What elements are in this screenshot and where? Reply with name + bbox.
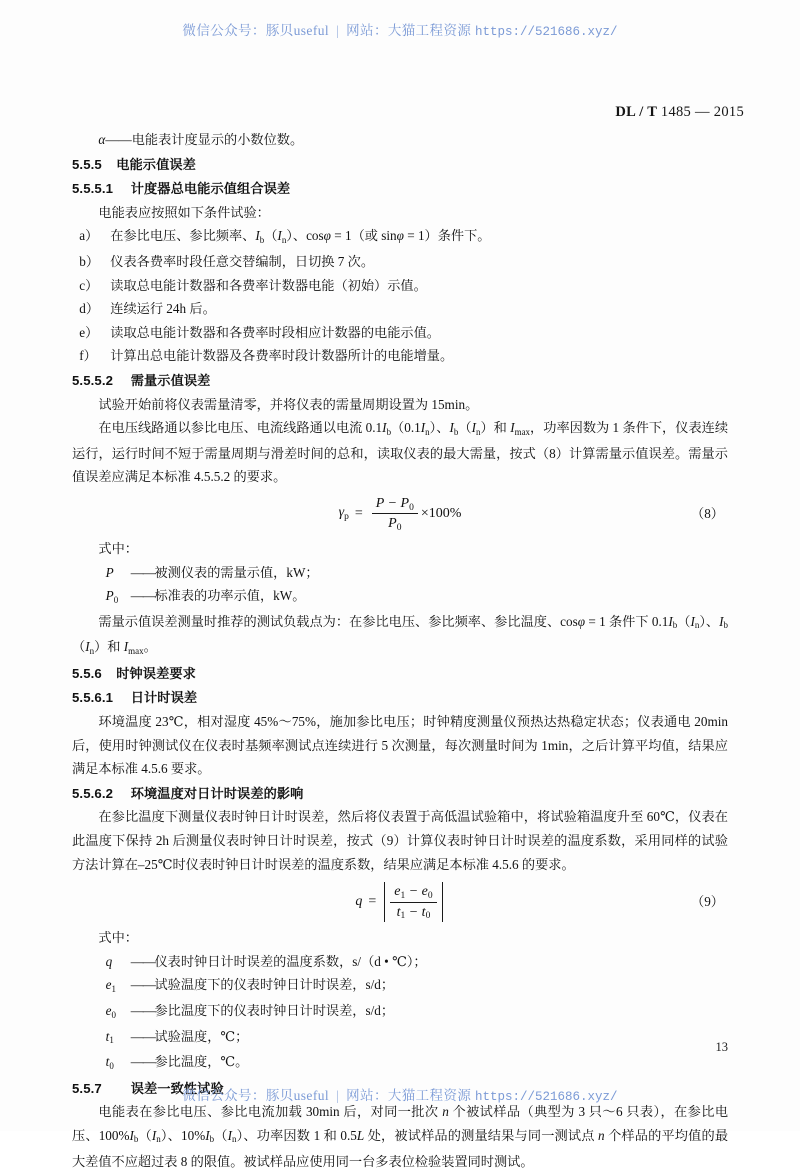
- def-symbol-e0: [106, 999, 131, 1025]
- where-label-8: 式中：: [98, 540, 138, 556]
- item-a-sub2: n: [281, 234, 287, 245]
- list-item-label-d: d）: [79, 301, 100, 317]
- item-a-phi1: φ: [323, 228, 331, 244]
- c557-part3: （: [138, 1127, 152, 1143]
- c557-n1: n: [442, 1104, 449, 1120]
- list-item: [72, 274, 728, 298]
- clause-5-5-5-number: 5.5.5: [72, 156, 102, 172]
- def-symbol-q: [106, 950, 131, 974]
- formula-8-lhs-sub: p: [344, 511, 349, 522]
- p2-sub-max1: max: [514, 426, 531, 437]
- symbol-In-3: [690, 614, 699, 629]
- clause-5-5-6-2-para: 在参比温度下测量仪表时钟日计时误差，然后将仪表置于高低温试验箱中，将试验箱温度升至 60℃，仪表在此温度下保持 2h 后测量仪表时钟日计时误差，按式（9）计算仪表时钟日计时误差的温度系数，采用同样的试验方法计算在–25℃时仪表时钟日计时误差的温度系数，结果应满足本标准 4.5.6 的要求。: [72, 809, 728, 872]
- standard-prefix: DL / T: [615, 104, 657, 120]
- watermark-bottom-site-value: 大猫工程资源: [387, 1088, 472, 1103]
- c557-part5: （: [214, 1127, 228, 1143]
- def-P0-sub: 0: [113, 594, 119, 605]
- p2-I1: I: [382, 420, 387, 436]
- list-item-text-f: 计算出总电能计数器及各费率时段计数器所计的电能增量。: [110, 348, 454, 364]
- def-dash-P: ——: [130, 564, 155, 580]
- p3-part1: 需量示值误差测量时推荐的测试负载点为：在参比电压、参比频率、参比温度、cos: [98, 613, 578, 629]
- formula-8-denominator: [384, 514, 405, 533]
- formula-9-number: （9）: [691, 894, 724, 910]
- def-desc-t1: 试验温度，℃；: [154, 1028, 249, 1044]
- list-item: [72, 250, 728, 274]
- item-a-mid1: （: [264, 228, 278, 244]
- list-item-text-a: [110, 224, 728, 250]
- def-dash-e1: ——: [130, 977, 155, 993]
- def-e0-sym: e: [105, 1003, 112, 1018]
- p2-sub-b1: b: [386, 426, 392, 437]
- formula-9-fraction: [390, 883, 436, 921]
- formula-8-tail: ×100%: [420, 506, 462, 522]
- c557-sub-n2: n: [232, 1134, 237, 1145]
- definitions-8: [72, 561, 728, 610]
- c557-part1: 电能表在参比电压、参比电流加载 30min 后，对同一批次: [98, 1104, 443, 1120]
- clause-5-5-5-2-title: 需量示值误差: [130, 372, 211, 388]
- alpha-symbol: α: [98, 132, 106, 147]
- formula-9-t1-sub: 1: [400, 911, 406, 922]
- watermark-separator: |: [336, 23, 340, 38]
- clause-5-5-6-title: 时钟误差要求: [116, 665, 196, 681]
- running-header: [615, 104, 744, 121]
- list-item: [72, 297, 728, 321]
- clause-5-5-5-2-para1: 试验开始前将仪表需量清零，并将仪表的需量周期设置为 15min。: [98, 396, 479, 412]
- definition-row: [106, 950, 728, 974]
- p2-I3: I: [449, 420, 454, 436]
- p2-part2: （0.1: [391, 420, 421, 436]
- clause-5-5-6-2: [72, 782, 728, 806]
- document-body: [72, 128, 728, 1173]
- watermark-bottom-wechat-label: 微信公众号：: [182, 1088, 266, 1103]
- clause-5-5-5-2: [72, 369, 728, 393]
- p3-sub-b1: b: [672, 620, 678, 631]
- alpha-dash: ——: [105, 132, 132, 147]
- p2-I5: I: [510, 420, 515, 436]
- formula-9-t0-sub: 0: [425, 911, 431, 922]
- def-dash-P0: ——: [130, 588, 155, 604]
- p3-sub-max: max: [128, 645, 144, 656]
- formula-8-gamma: γ: [338, 505, 345, 521]
- def-P0-sym: P: [105, 588, 114, 604]
- clause-5-5-7-title: 误差一致性试验: [130, 1080, 224, 1096]
- formula-8-num-text: P − P: [375, 495, 410, 511]
- definition-row: [106, 1025, 728, 1051]
- list-item-text-d: 连续运行 24h 后。: [110, 301, 216, 317]
- c557-n2: n: [598, 1127, 605, 1143]
- clause-5-5-5: [72, 153, 728, 177]
- list-item: [72, 224, 728, 250]
- p2-I2: I: [420, 420, 426, 436]
- item-a-mid2: ）、cos: [286, 228, 324, 244]
- formula-9-numerator: [390, 883, 436, 903]
- p3-sub-n2: n: [89, 645, 95, 656]
- watermark-bottom: [0, 1084, 800, 1104]
- symbol-Ib-1: [382, 420, 391, 435]
- def-desc-P0: 标准表的功率示值，kW。: [154, 588, 306, 604]
- clause-5-5-5-2-para2: [72, 416, 728, 489]
- p3-part4: ）、: [699, 613, 720, 629]
- watermark-bottom-site-label: 网站：: [346, 1088, 388, 1103]
- def-symbol-e1: [106, 973, 131, 999]
- watermark-site-value: 大猫工程资源: [387, 23, 472, 38]
- c557-I3: I: [205, 1127, 210, 1143]
- clause-5-5-5-1-intro: 电能表应按照如下条件试验：: [98, 204, 270, 220]
- watermark-top: [0, 19, 800, 39]
- formula-8-num-sub: 0: [409, 502, 414, 513]
- watermark-url: https://521686.xyz/: [475, 25, 618, 39]
- def-e1-sub: 1: [111, 983, 116, 994]
- list-item-text-b: 仪表各费率时段任意交替编制，日切换 7 次。: [110, 253, 375, 269]
- list-item-label-f: f）: [79, 348, 97, 364]
- p2-part5: ）和: [480, 420, 507, 436]
- clause-5-5-6-2-title: 环境温度对日计时误差的影响: [130, 785, 304, 801]
- p2-I4: I: [471, 420, 476, 436]
- p2-part4: （: [458, 420, 472, 436]
- item-a-sub1: b: [259, 234, 265, 245]
- definition-row: [106, 999, 728, 1025]
- symbol-Ib-3: [668, 614, 677, 629]
- symbol-Imax-2: [124, 639, 144, 654]
- list-item: [72, 321, 728, 345]
- definition-row: [106, 561, 728, 585]
- c557-I2: I: [151, 1127, 157, 1143]
- p2-sub-b2: b: [453, 426, 459, 437]
- c557-sub-n1: n: [156, 1134, 161, 1145]
- clause-5-5-6-1-number: 5.5.6.1: [72, 690, 114, 706]
- formula-8-lhs: [339, 501, 349, 527]
- def-dash-q: ——: [130, 953, 155, 969]
- def-dash-t0: ——: [130, 1054, 155, 1070]
- def-e0-sub: 0: [111, 1009, 116, 1020]
- symbol-In-5: [152, 1128, 161, 1143]
- symbol-In-4: [85, 639, 94, 654]
- list-item-label-c: c）: [79, 277, 99, 293]
- definition-row: [106, 1050, 728, 1076]
- formula-9-e1-sub: 1: [400, 890, 406, 901]
- def-desc-e1: 试验温度下的仪表时钟日计时误差，s/d；: [154, 977, 395, 993]
- c557-L: L: [356, 1127, 365, 1143]
- symbol-I-b: [255, 228, 264, 243]
- symbol-Ib-6: [205, 1128, 214, 1143]
- list-item-label-b: b）: [79, 253, 100, 269]
- definitions-9: [72, 950, 728, 1076]
- watermark-site-label: 网站：: [346, 23, 388, 38]
- p3-sub-n1: n: [694, 620, 700, 631]
- formula-9-lhs: q: [355, 894, 363, 910]
- watermark-bottom-wechat-value: 豚贝useful: [265, 1088, 330, 1103]
- formula-9-denominator: [393, 903, 435, 922]
- c557-I1: I: [129, 1127, 134, 1143]
- def-dash-t1: ——: [130, 1028, 155, 1044]
- def-symbol-P: [106, 561, 131, 585]
- p3-part7: 。: [143, 639, 157, 655]
- def-P-sym: P: [105, 564, 114, 580]
- item-a-sym1: I: [255, 228, 260, 244]
- c557-sub-b2: b: [209, 1134, 215, 1145]
- formula-9-equals: =: [368, 894, 377, 910]
- item-a-pre: 在参比电压、参比频率、: [110, 228, 256, 244]
- p2-sub-n1: n: [425, 426, 430, 437]
- standard-year: 2015: [713, 104, 744, 120]
- formula-8-row: [72, 495, 728, 533]
- def-e1-sym: e: [105, 977, 112, 993]
- list-item-label-a: a）: [79, 228, 99, 244]
- p3-I2: I: [690, 613, 695, 629]
- formula-9-e1: e: [394, 884, 401, 900]
- clause-5-5-5-1: [72, 177, 728, 201]
- item-a-phi2: φ: [396, 228, 404, 244]
- clause-5-5-5-2-para3: [72, 610, 728, 661]
- formula-8-den-text: P: [388, 516, 397, 532]
- c557-I4: I: [227, 1127, 232, 1143]
- formula-8: [339, 495, 462, 533]
- def-t0-sub: 0: [109, 1060, 114, 1071]
- formula-9-num-op: − e: [405, 884, 428, 900]
- def-desc-e0: 参比温度下的仪表时钟日计时误差，s/d；: [154, 1003, 395, 1018]
- clause-5-5-6-1-title: 日计时误差: [130, 690, 198, 706]
- item-a-sym2: I: [277, 228, 282, 244]
- def-t1-sym: t: [105, 1028, 110, 1044]
- c557-part6: ）、功率因数 1 和 0.5: [236, 1127, 357, 1143]
- clause-5-5-7-para: [72, 1100, 728, 1173]
- p3-phi: φ: [577, 613, 586, 629]
- alpha-text: 电能表计度显示的小数位数。: [131, 132, 304, 147]
- p2-part6: ，功率因数为 1 条件下，仪表连续运行，运行时间不短于需量周期与滑差时间的总和，读取仪表的最大需量，按式（8）计算需量示值误差。需量示值误差应满足本标准 4.5.5.2 的要求。: [72, 420, 729, 485]
- p3-sub-b2: b: [723, 620, 729, 631]
- list-item-text-c: 读取总电能计数器和各费率计数器电能（初始）示值。: [110, 277, 427, 293]
- list-item-text-e: 读取总电能计数器和各费率时段相应计数器的电能示值。: [110, 324, 440, 340]
- standard-number: 1485: [660, 104, 692, 120]
- formula-9-row: [72, 882, 728, 922]
- where-label-9: 式中：: [98, 930, 138, 946]
- watermark-bottom-url: https://521686.xyz/: [475, 1090, 618, 1104]
- clause-5-5-7-number: 5.5.7: [72, 1080, 102, 1096]
- clause-5-5-6-2-number: 5.5.6.2: [72, 785, 114, 801]
- clause-5-5-5-1-number: 5.5.5.1: [72, 181, 114, 197]
- list-item: [72, 344, 728, 368]
- p2-part1: 在电压线路通以参比电压、电流线路通以电流 0.1: [98, 420, 383, 436]
- watermark-bottom-separator: |: [336, 1088, 340, 1103]
- def-q-sym: q: [105, 953, 113, 969]
- c557-part2: 个被试样品（典型为 3 只～6 只表），在参比电压、100%: [72, 1104, 729, 1143]
- p3-part5: （: [72, 639, 86, 655]
- def-symbol-P0: [106, 584, 131, 610]
- clause-5-5-6-1: [72, 686, 728, 710]
- p3-part6: ）和: [94, 639, 121, 655]
- formula-9-absolute-bars: [384, 882, 442, 922]
- def-t0-sym: t: [105, 1054, 110, 1070]
- page-number: 13: [715, 1040, 728, 1054]
- p3-I1: I: [668, 613, 673, 629]
- item-a-eq2: = 1）条件下。: [403, 228, 491, 244]
- watermark-wechat-label: 微信公众号：: [182, 23, 266, 38]
- definition-row: [106, 584, 728, 610]
- def-symbol-t0: [106, 1050, 131, 1076]
- clause-5-5-5-2-number: 5.5.5.2: [72, 372, 114, 388]
- formula-8-numerator: [372, 495, 418, 515]
- p3-I4: I: [85, 639, 90, 655]
- c557-sub-b1: b: [133, 1134, 139, 1145]
- formula-9: [355, 882, 444, 922]
- def-symbol-t1: [106, 1025, 131, 1051]
- symbol-Ib-2: [449, 420, 458, 435]
- c557-part4: ）、10%: [160, 1127, 206, 1143]
- clause-5-5-5-title: 电能示值误差: [116, 156, 196, 172]
- clause-5-5-5-1-title: 计度器总电能示值组合误差: [130, 181, 291, 197]
- clause-5-5-6-1-para: 环境温度 23℃，相对湿度 45%～75%，施加参比电压；时钟精度测量仪预热达热稳定状态；仪表通电 20min 后，使用时钟测试仪在仪表时基频率测试点连续进行 5 次测量，每次测量时间为 1min，之后计算平均值，结果应满足本标准 4.5.6 要求。: [72, 714, 728, 777]
- list-item-label-e: e）: [79, 324, 99, 340]
- header-dash: —: [695, 104, 710, 120]
- formula-9-t1: t: [396, 904, 401, 920]
- watermark-wechat-value: 豚贝useful: [265, 23, 330, 38]
- definition-row: [106, 973, 728, 999]
- p3-I5: I: [123, 639, 129, 655]
- def-desc-t0: 参比温度，℃。: [154, 1054, 249, 1070]
- formula-8-equals: =: [354, 506, 363, 522]
- formula-8-den-sub: 0: [396, 523, 402, 534]
- p3-part2: = 1 条件下 0.1: [585, 613, 669, 629]
- c557-part8: 个样品的平均值的最大差值不应超过表 8 的限值。被试样品应使用同一台多表位检验装置同时测试。: [72, 1127, 729, 1169]
- def-dash-e0: ——: [130, 1003, 155, 1018]
- p3-part3: （: [677, 613, 691, 629]
- c557-part7: 处，被试样品的测量结果与同一测试点: [364, 1127, 599, 1143]
- symbol-In-1: [421, 420, 430, 435]
- clause-5-5-6: [72, 662, 728, 686]
- formula-8-number: （8）: [691, 506, 724, 522]
- p3-I3: I: [719, 613, 724, 629]
- alpha-definition: [72, 128, 728, 152]
- formula-9-den-op: − t: [405, 904, 426, 920]
- symbol-Ib-4: [719, 614, 728, 629]
- def-desc-q: 仪表时钟日计时误差的温度系数，s/（d • ℃）；: [154, 953, 427, 969]
- formula-8-fraction: [372, 495, 418, 533]
- symbol-Imax-1: [510, 420, 530, 435]
- item-a-eq1: = 1（或 sin: [330, 228, 397, 244]
- symbol-I-n: [277, 228, 286, 243]
- p2-part3: ）、: [429, 420, 450, 436]
- def-desc-P: 被测仪表的需量示值，kW；: [154, 564, 319, 580]
- clause-5-5-6-number: 5.5.6: [72, 665, 102, 681]
- p2-sub-n2: n: [475, 426, 481, 437]
- def-t1-sub: 1: [109, 1035, 114, 1046]
- formula-9-e0-sub: 0: [427, 890, 433, 901]
